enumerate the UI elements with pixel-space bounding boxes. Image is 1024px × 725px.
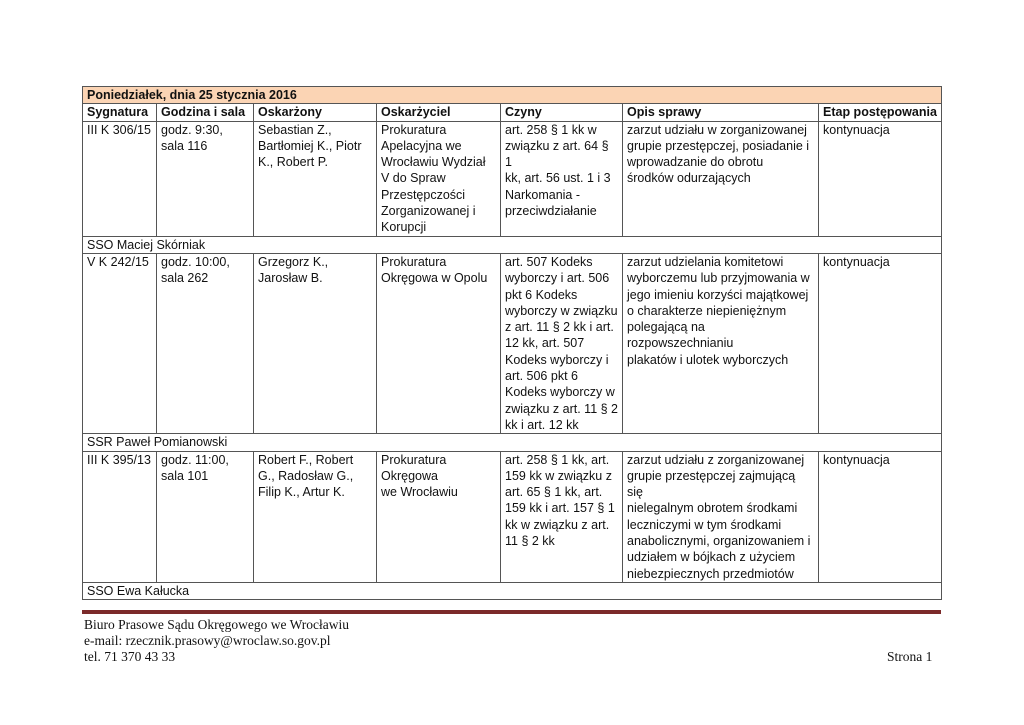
footer-office: Biuro Prasowe Sądu Okręgowego we Wrocławiu <box>84 617 350 632</box>
case-czyny: art. 258 § 1 kk w związku z art. 64 § 1 kk, art. 56 ust. 1 i 3 Narkomania - przeciwdziałanie <box>501 121 623 236</box>
case-row <box>83 121 942 236</box>
judge-name: SSR Paweł Pomianowski <box>83 434 942 451</box>
col-header-oskarzony: Oskarżony <box>254 104 377 121</box>
case-opis: zarzut udzielania komitetowi wyborczemu lub przyjmowania w jego imieniu korzyści majątkowej o charakterze niepieniężnym polegającą na rozpowszechnianiu plakatów i ulotek wyborczych <box>623 253 819 433</box>
page-number: Strona 1 <box>887 649 933 664</box>
case-etap: kontynuacja <box>819 121 942 236</box>
judge-row <box>83 582 942 599</box>
case-etap: kontynuacja <box>819 451 942 582</box>
case-sygnatura: V K 242/15 <box>83 253 157 433</box>
day-header-row <box>83 87 942 104</box>
judge-name: SSO Maciej Skórniak <box>83 236 942 253</box>
column-header-row <box>83 104 942 121</box>
judge-row <box>83 434 942 451</box>
day-header: Poniedziałek, dnia 25 stycznia 2016 <box>83 87 942 104</box>
col-header-czyny: Czyny <box>501 104 623 121</box>
footer-divider <box>82 610 941 614</box>
case-godzina: godz. 11:00, sala 101 <box>157 451 254 582</box>
footer <box>84 617 939 665</box>
case-etap: kontynuacja <box>819 253 942 433</box>
case-oskarzony: Robert F., Robert G., Radosław G., Filip K., Artur K. <box>254 451 377 582</box>
col-header-sygnatura: Sygnatura <box>83 104 157 121</box>
court-schedule-table <box>82 86 942 600</box>
case-oskarzyciel: Prokuratura Okręgowa we Wrocławiu <box>377 451 501 582</box>
col-header-godzina: Godzina i sala <box>157 104 254 121</box>
case-oskarzyciel: Prokuratura Apelacyjna we Wrocławiu Wydział V do Spraw Przestępczości Zorganizowanej i Korupcji <box>377 121 501 236</box>
case-row <box>83 253 942 433</box>
footer-email: e-mail: rzecznik.prasowy@wroclaw.so.gov.pl <box>84 633 331 648</box>
case-row <box>83 451 942 582</box>
case-oskarzony: Grzegorz K., Jarosław B. <box>254 253 377 433</box>
col-header-oskarzyciel: Oskarżyciel <box>377 104 501 121</box>
case-godzina: godz. 10:00, sala 262 <box>157 253 254 433</box>
case-godzina: godz. 9:30, sala 116 <box>157 121 254 236</box>
case-oskarzyciel: Prokuratura Okręgowa w Opolu <box>377 253 501 433</box>
case-opis: zarzut udziału z zorganizowanej grupie przestępczej zajmującą się nielegalnym obrotem środkami leczniczymi w tym środkami anabolicznymi, organizowaniem i udziałem w bójkach z użyciem niebezpiecznych przedmiotów <box>623 451 819 582</box>
case-opis: zarzut udziału w zorganizowanej grupie przestępczej, posiadanie i wprowadzanie do obrotu środków odurzających <box>623 121 819 236</box>
col-header-opis: Opis sprawy <box>623 104 819 121</box>
case-sygnatura: III K 306/15 <box>83 121 157 236</box>
case-czyny: art. 507 Kodeks wyborczy i art. 506 pkt 6 Kodeks wyborczy w związku z art. 11 § 2 kk i art. 12 kk, art. 507 Kodeks wyborczy i art. 506 pkt 6 Kodeks wyborczy w związku z art. 11 § 2 kk i art. 12 kk <box>501 253 623 433</box>
judge-name: SSO Ewa Kałucka <box>83 582 942 599</box>
case-sygnatura: III K 395/13 <box>83 451 157 582</box>
footer-phone: tel. 71 370 43 33 <box>84 649 176 664</box>
case-czyny: art. 258 § 1 kk, art. 159 kk w związku z art. 65 § 1 kk, art. 159 kk i art. 157 § 1 kk w związku z art. 11 § 2 kk <box>501 451 623 582</box>
judge-row <box>83 236 942 253</box>
case-oskarzony: Sebastian Z., Bartłomiej K., Piotr K., Robert P. <box>254 121 377 236</box>
col-header-etap: Etap postępowania <box>819 104 942 121</box>
